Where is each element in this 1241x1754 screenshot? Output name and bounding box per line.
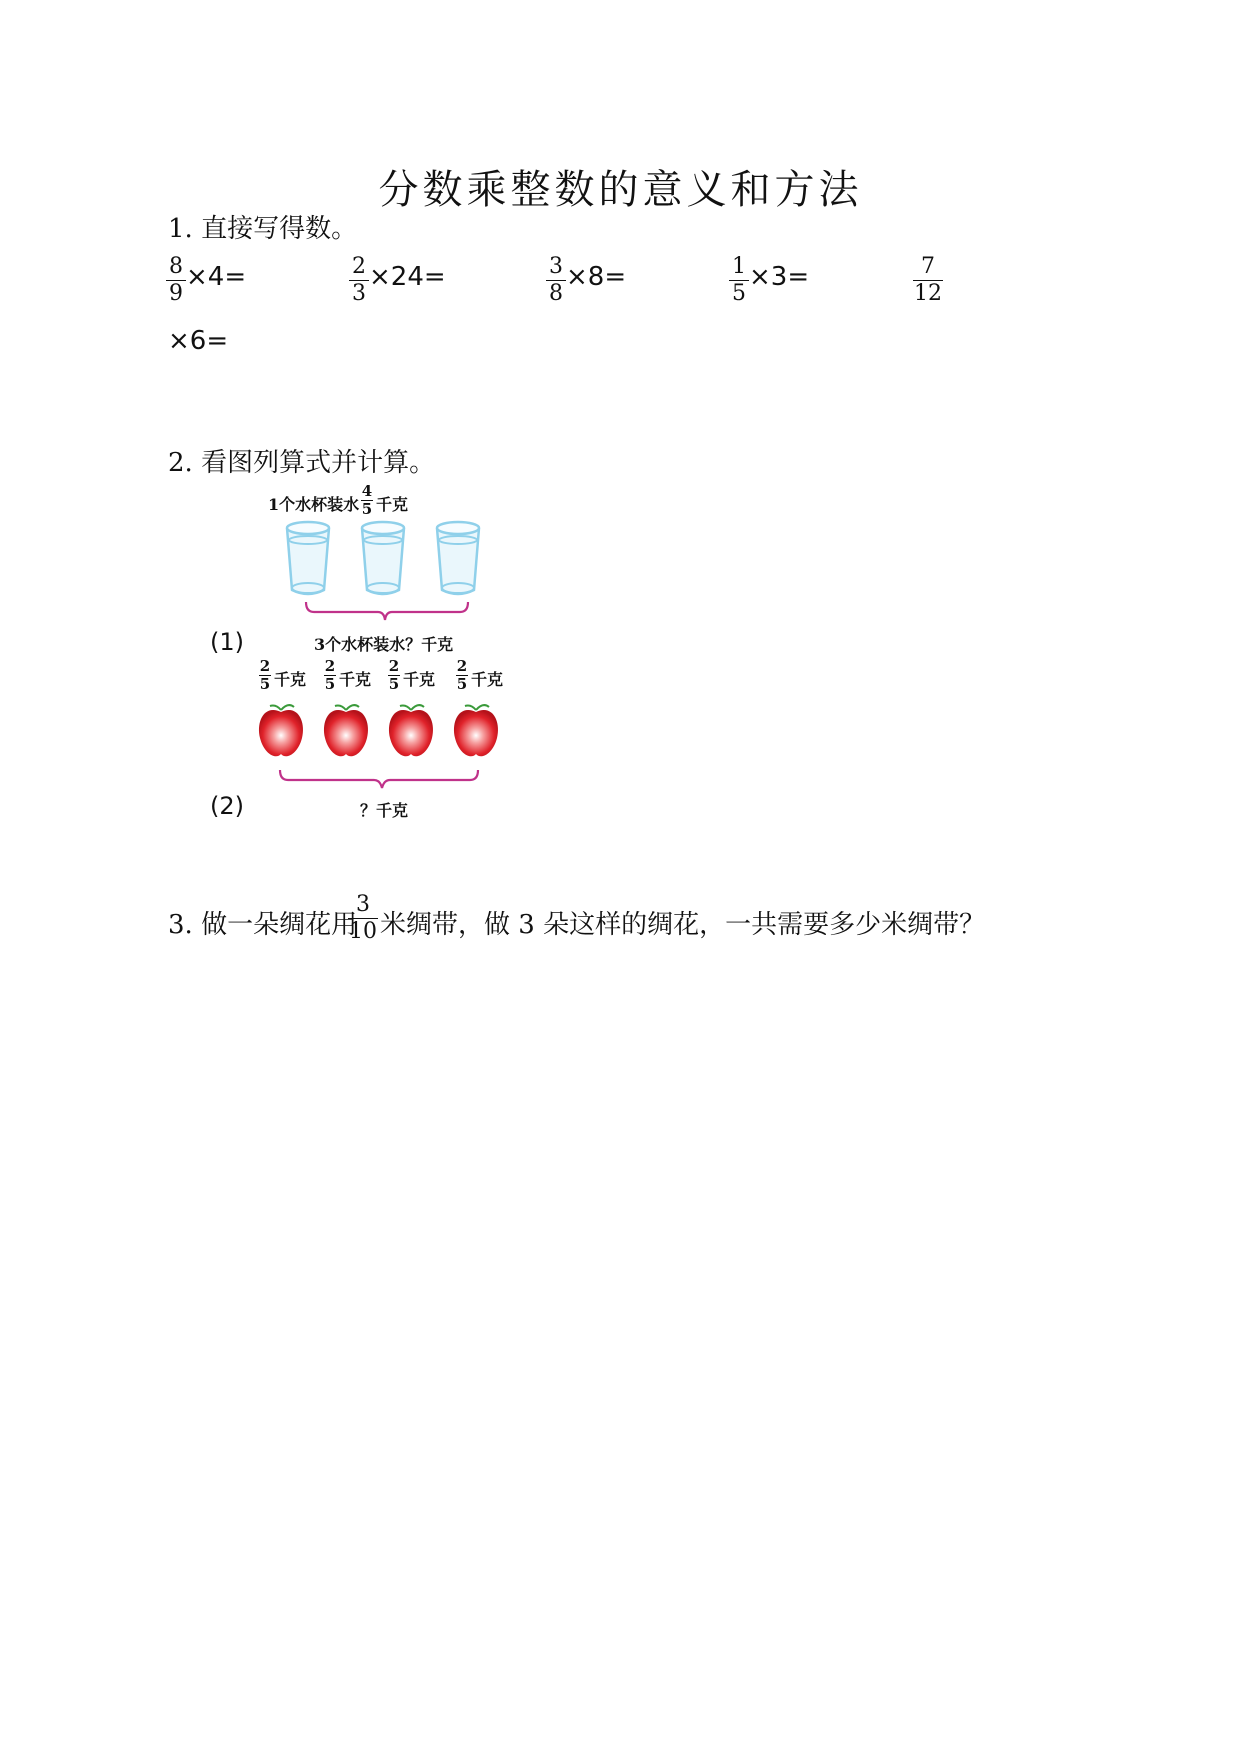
apple-icon (389, 705, 433, 756)
denominator: 5 (259, 675, 271, 693)
fraction (166, 256, 186, 305)
expression-rest: ×6= (168, 326, 229, 356)
fraction (729, 256, 749, 305)
glass-icon (437, 522, 479, 594)
numerator: 3 (356, 892, 370, 917)
denominator: 12 (914, 281, 942, 306)
fraction (546, 256, 566, 305)
denominator: 3 (352, 281, 366, 306)
denominator: 9 (169, 281, 183, 306)
apple-icon (324, 705, 368, 756)
expression-rest: ×4= (186, 262, 247, 292)
denominator: 5 (732, 281, 746, 306)
fraction (388, 659, 400, 692)
fraction (913, 256, 943, 305)
denominator: 5 (361, 500, 373, 518)
numerator: 2 (324, 657, 336, 675)
glass-caption-fraction (361, 484, 373, 517)
page-title: 分数乘整数的意义和方法 (378, 167, 863, 213)
apples-illustration (250, 698, 520, 794)
denominator: 5 (456, 675, 468, 693)
denominator: 5 (388, 675, 400, 693)
q3-fraction (348, 894, 378, 943)
q1-heading: 1. 直接写得数。 (168, 214, 358, 244)
apple-bottom-caption: ？千克 (360, 801, 409, 820)
fraction (259, 659, 271, 692)
apple-icon (259, 705, 303, 756)
unit-label: 千克 (274, 670, 307, 689)
glass-bottom-caption: 3个水杯装水？千克 (314, 635, 454, 654)
apple-icon (454, 705, 498, 756)
q3-text-after: 米绸带，做 3 朵这样的绸花，一共需要多少米绸带？ (380, 910, 986, 940)
unit-label: 千克 (471, 670, 504, 689)
numerator: 2 (456, 657, 468, 675)
part-label-1: (1) (210, 628, 244, 656)
unit-label: 千克 (339, 670, 372, 689)
glass-icon (287, 522, 329, 594)
fraction (349, 256, 369, 305)
fraction (456, 659, 468, 692)
expression-rest: ×3= (749, 262, 810, 292)
fraction (324, 659, 336, 692)
q2-heading: 2. 看图列算式并计算。 (168, 448, 436, 478)
numerator: 2 (352, 254, 366, 279)
expression-rest: ×24= (369, 262, 446, 292)
glass-icon (362, 522, 404, 594)
numerator: 3 (549, 254, 563, 279)
numerator: 2 (388, 657, 400, 675)
part-label-2: (2) (210, 792, 244, 820)
denominator: 5 (324, 675, 336, 693)
q3-text-before: 3. 做一朵绸花用 (168, 910, 358, 940)
denominator: 8 (549, 281, 563, 306)
brace-icon (280, 770, 478, 788)
glass-caption (268, 492, 359, 515)
expression-rest: ×8= (566, 262, 627, 292)
denominator: 10 (349, 919, 377, 944)
glass-caption-unit: 千克 (376, 495, 409, 514)
glasses-illustration (280, 516, 490, 628)
unit-label: 千克 (403, 670, 436, 689)
numerator: 7 (921, 254, 935, 279)
numerator: 2 (259, 657, 271, 675)
numerator: 8 (169, 254, 183, 279)
numerator: 1 (732, 254, 746, 279)
brace-icon (306, 602, 468, 620)
caption-text: 1个水杯装水 (268, 495, 360, 514)
numerator: 4 (361, 482, 373, 500)
